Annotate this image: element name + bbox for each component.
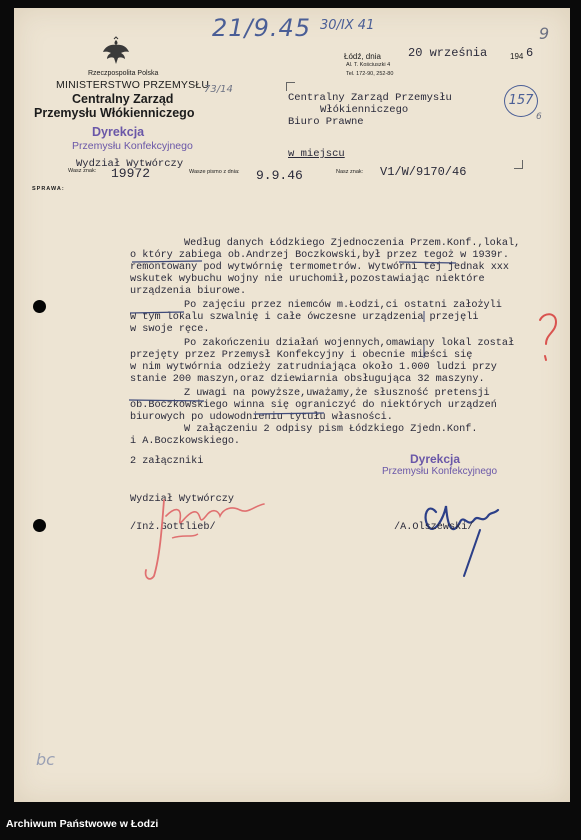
body-line: urządzenia biurowe. (130, 286, 247, 297)
red-question-mark (534, 310, 564, 370)
pencil-underlines (124, 248, 544, 428)
pencil-note-logo: 73/14 (204, 84, 233, 95)
our-sign-label: Nasz znak: (336, 169, 364, 175)
handwritten-date-note: 30/IX 41 (320, 18, 375, 33)
body-line: wskutek wybuchu wojny nie uruchomił,pozostawiając niektóre (130, 274, 485, 285)
our-ref-label: Wasz znak: (68, 168, 97, 174)
circled-number: 157 (504, 85, 538, 117)
signature-name-right: /A.Olszewski/ (394, 522, 474, 533)
your-letter-label: Wasze pismo z dnia: (189, 169, 240, 175)
recipient-line1: Centralny Zarząd Przemysłu (288, 92, 452, 104)
recipient-line3: Biuro Prawne (288, 116, 364, 128)
place-date-prefix: Łódź, dnia (344, 52, 381, 61)
body-line: przejęty przez Przemysł Konfekcyjny i obecnie mieści się (130, 350, 473, 361)
address-corner-mark (286, 82, 295, 91)
ministry-name: MINISTERSTWO PRZEMYSŁU (56, 79, 210, 91)
sprawa-label: SPRAWA: (32, 186, 65, 192)
body-line: stanie 200 maszyn,oraz dziewiarnia obsługująca 32 maszyny. (130, 374, 485, 385)
phone-line: Tel. 172-90, 252-80 (346, 71, 394, 77)
body-line: ob.Boczkowskiego winna się ograniczyć do niektórych urządzeń (130, 400, 497, 411)
body-line: Według danych Łódzkiego Zjednoczenia Przem.Konf.,lokal, (184, 238, 521, 249)
signature-name-left: /Inż.Gottlieb/ (130, 522, 216, 533)
recipient-line2: Włókienniczego (320, 104, 409, 116)
body-line: remontowany pod wytwórnię termometrów. Wytwórni tej jednak xxx (130, 262, 510, 273)
body-line: w tym lokalu szwalnię i całe ówczesne urządzenia przejęli (130, 312, 479, 323)
punch-hole (33, 300, 46, 313)
margin-page-number: 9 (539, 24, 550, 43)
circled-number-sub: 6 (536, 112, 542, 122)
board-name-line1: Centralny Zarząd (72, 92, 174, 106)
board-name-line2: Przemysłu Włókienniczego (34, 106, 195, 120)
department-name: Wydział Wytwórczy (76, 158, 184, 170)
document-page (14, 8, 570, 802)
stamp-dyrekcja-bottom: Dyrekcja (410, 452, 461, 466)
body-line: Po zajęciu przez niemców m.Łodzi,ci ostatni założyli (184, 300, 502, 311)
punch-hole (33, 519, 46, 532)
date-day-month: 20 września (408, 46, 488, 60)
signature-department: Wydział Wytwórczy (130, 494, 234, 505)
stamp-dyrekcja: Dyrekcja (92, 125, 145, 139)
address-line: Al. T. Kościuszki 4 (346, 62, 391, 68)
body-line: Po zakończeniu działań wojennych,omawiany lokal został (184, 338, 515, 349)
body-line: w swoje ręce. (130, 324, 210, 335)
body-line: o który zabiega ob.Andrzej Boczkowski,był przez tegoż w 1939r. (130, 250, 510, 261)
address-corner-mark (514, 160, 523, 169)
body-line: W załączeniu 2 odpisy pism Łódzkiego Zjedn.Konf. (184, 424, 478, 435)
pencil-mark-bottom: bc (36, 750, 55, 769)
our-sign-value: V1/W/9170/46 (380, 165, 467, 179)
date-year-printed: 194 (510, 52, 524, 61)
our-ref-value: 19972 (111, 166, 151, 181)
body-line: w nim wytwórnia odzieży zatrudniająca około 1.000 ludzi przy (130, 362, 497, 373)
country-line: Rzeczpospolita Polska (88, 70, 159, 77)
body-line: Z uwagi na powyższe,uważamy,że słuszność pretensji (184, 388, 490, 399)
handwritten-signature-red (136, 486, 276, 586)
date-year-typed: 6 (526, 46, 534, 60)
stamp-przemyslu-konfekcyjnego: Przemysłu Konfekcyjnego (72, 140, 193, 152)
body-line: biurowych po udowodnieniu tytułu własności. (130, 412, 393, 423)
archive-footer: Archiwum Państwowe w Łodzi (6, 818, 159, 830)
recipient-line4: w miejscu (288, 148, 345, 160)
body-line: i A.Boczkowskiego. (130, 436, 241, 447)
attachments-note: 2 załączniki (130, 456, 204, 467)
stamp-przemyslu-konfekcyjnego-bottom: Przemysłu Konfekcyjnego (382, 466, 498, 477)
eagle-emblem-icon (100, 36, 132, 68)
handwritten-reference: 21/9.45 (212, 14, 312, 42)
your-letter-date: 9.9.46 (256, 168, 303, 183)
